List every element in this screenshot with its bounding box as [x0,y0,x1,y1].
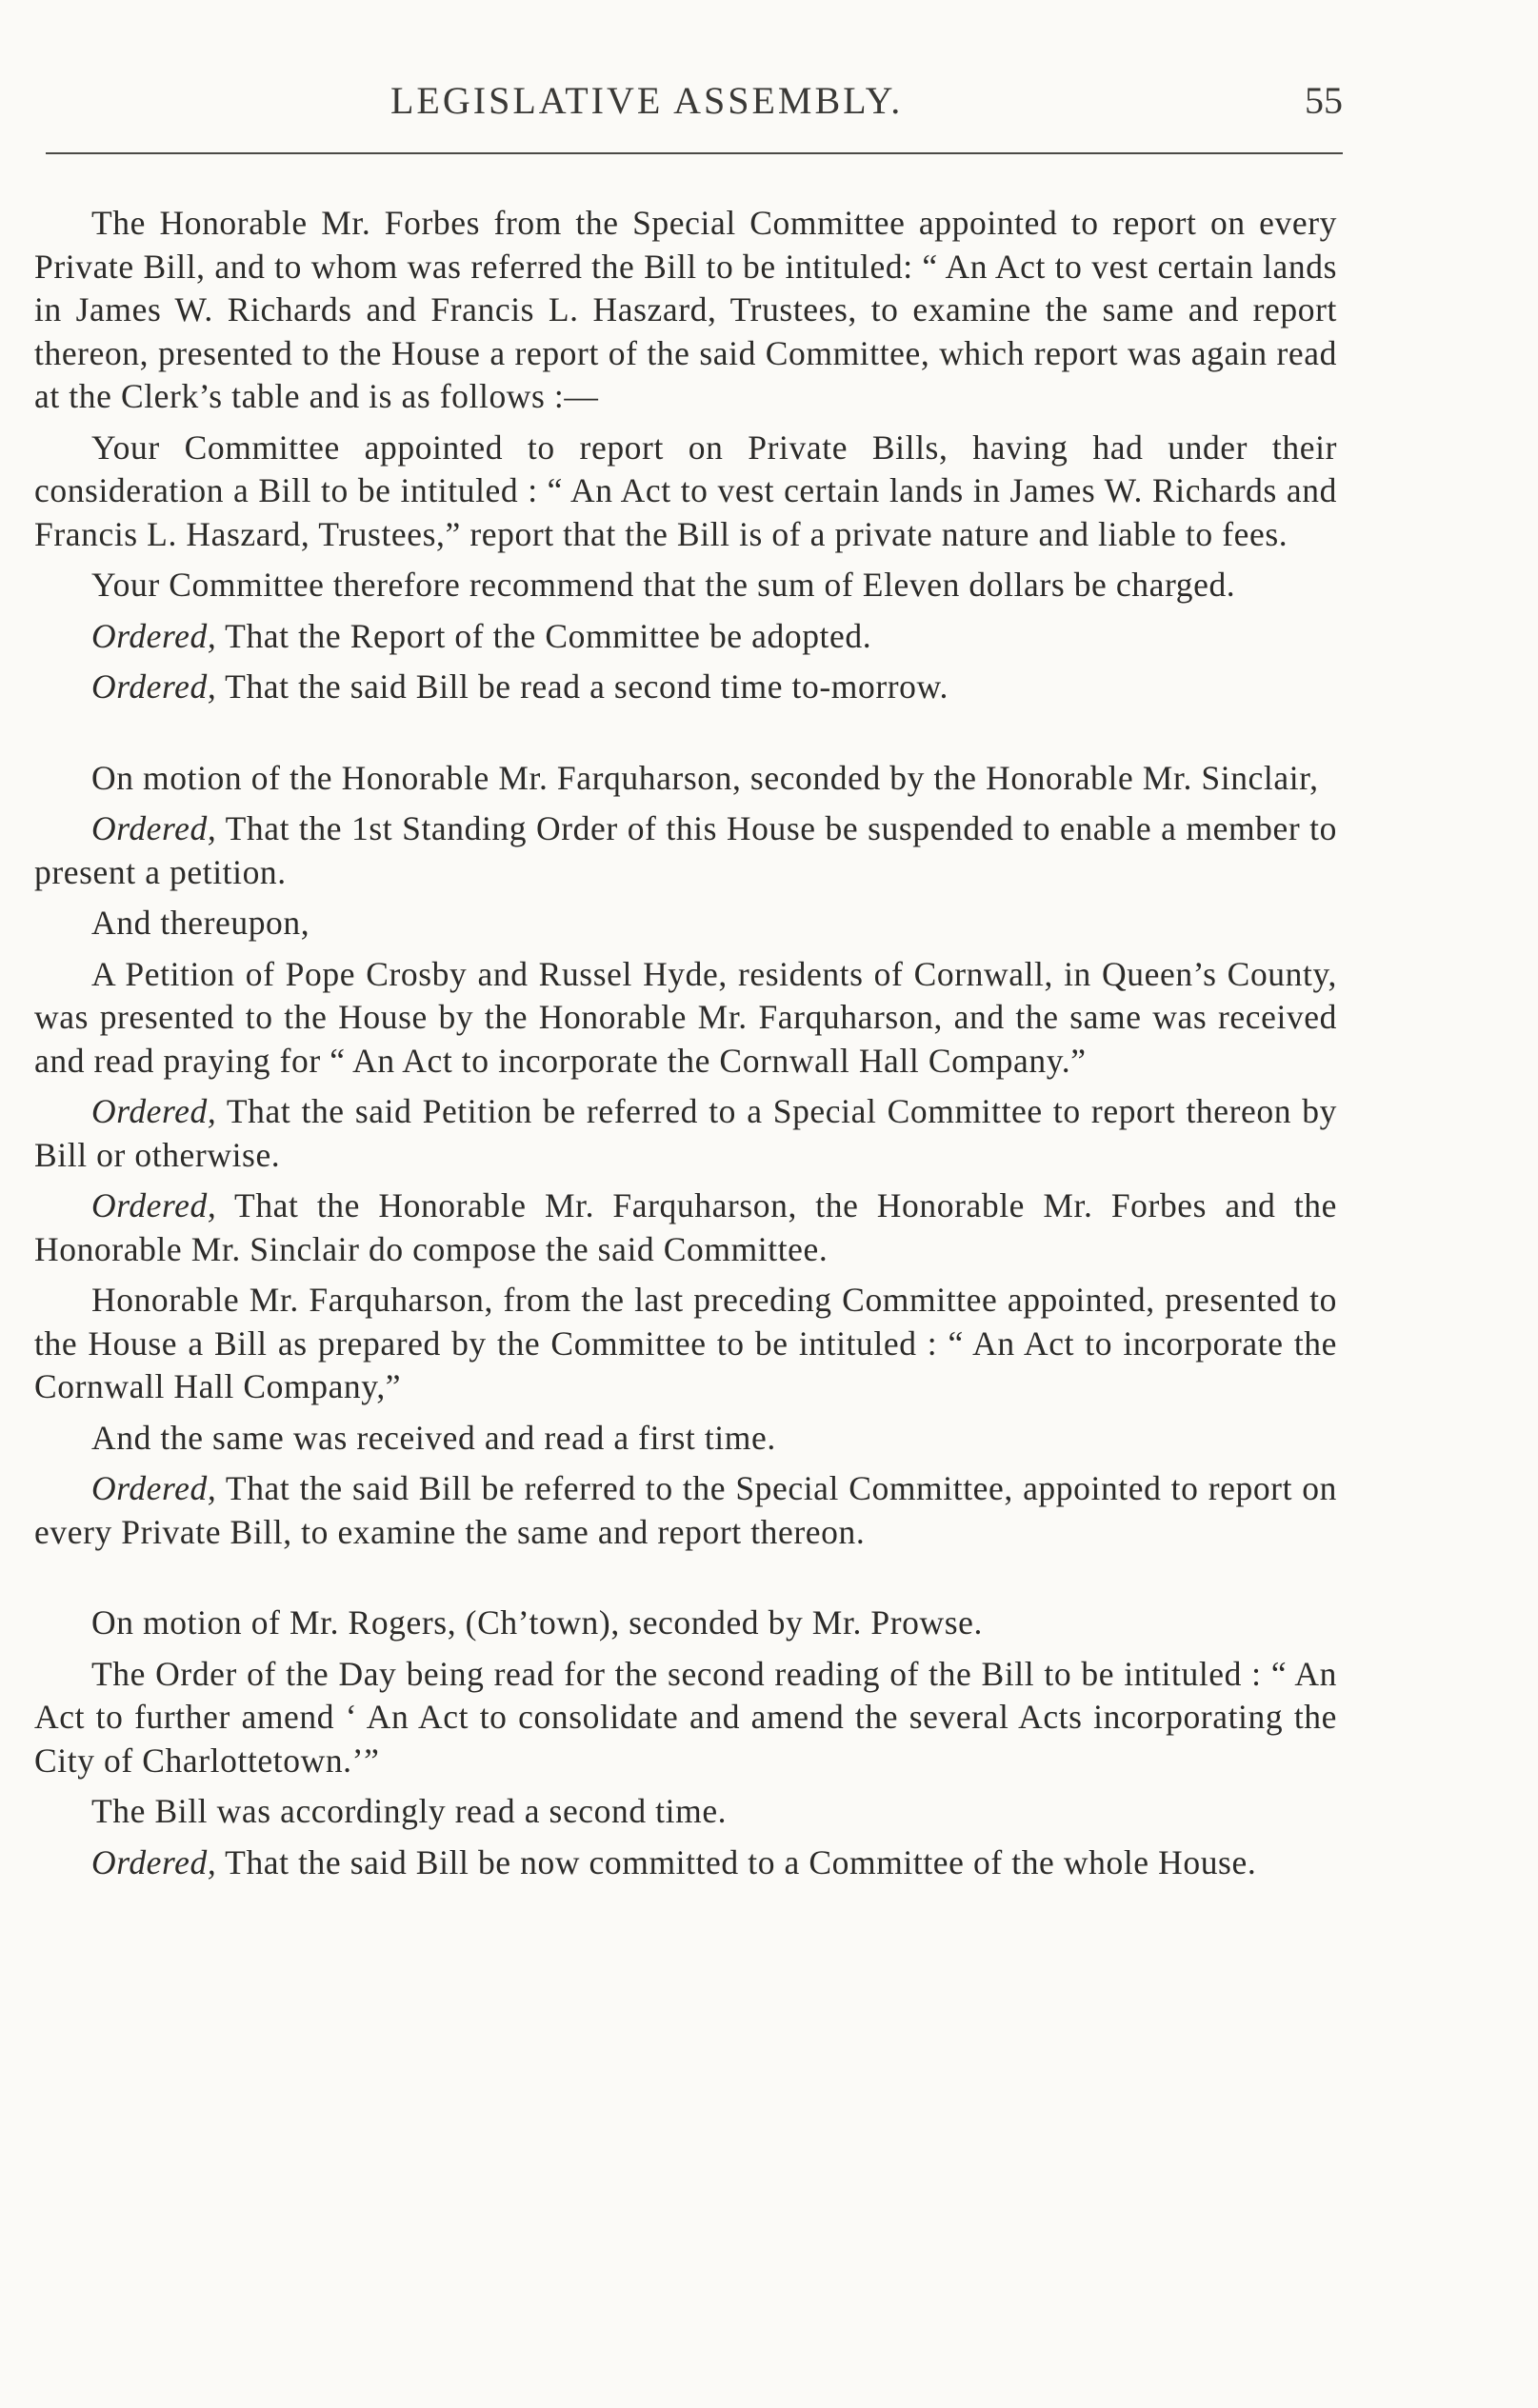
document-body [34,202,1337,1892]
paragraph-text: That the Honorable Mr. Farquharson, the Honorable Mr. Forbes and the Honorable Mr. Sinclair do compose the said Committee. [34,1186,1337,1268]
paragraph [34,1790,1337,1834]
paragraph-lead: Ordered, [91,667,217,706]
paragraph [34,1090,1337,1177]
paragraph-text: Honorable Mr. Farquharson, from the last preceding Committee appointed, presented to the House a Bill as prepared by the Committee to be intituled : “ An Act to incorporate the Cornwall Hall Company,” [34,1281,1337,1405]
paragraph [34,757,1337,801]
paragraph [34,666,1337,709]
paragraph [34,564,1337,607]
paragraph-lead: Ordered, [91,1186,217,1224]
header-rule [46,152,1343,154]
paragraph [34,1279,1337,1409]
paragraph-text: The Honorable Mr. Forbes from the Special Committee appointed to report on every Private Bill, and to whom was referred the Bill to be intituled: “ An Act to vest certain lands in James W. Richards and Francis L. Haszard, Trustees, to examine the same and report thereon, presented to the House a report of the said Committee, which report was again read at the Clerk’s table and is as follows :— [34,204,1337,415]
paragraph [34,202,1337,419]
paragraph-lead: Ordered, [91,809,217,847]
paragraph-text: That the said Bill be now committed to a Committee of the whole House. [216,1842,1257,1881]
paragraph [34,1417,1337,1461]
paragraph-text: That the Report of the Committee be adopted. [216,616,872,655]
paragraph-text: The Order of the Day being read for the second reading of the Bill to be intituled : “ An Act to further amend ‘ An Act to consolidate and amend the several Acts incorporating the City of Charlottetown.’” [34,1654,1337,1780]
paragraph-text: That the said Bill be referred to the Special Committee, appointed to report on every Private Bill, to examine the same and report thereon. [34,1469,1337,1551]
page-number: 55 [1305,79,1343,122]
paragraph [34,807,1337,894]
paragraph-text: On motion of Mr. Rogers, (Ch’town), seconded by Mr. Prowse. [91,1603,983,1642]
paragraph [34,1467,1337,1554]
paragraph [34,1841,1337,1885]
paragraph [34,1602,1337,1645]
paragraph-text: Your Committee appointed to report on Private Bills, having had under their consideration a Bill to be intituled : “ An Act to vest certain lands in James W. Richards and Francis L. Haszard, Trustees,” report that the Bill is of a private nature and liable to fees. [34,428,1337,553]
paragraph-lead: Ordered, [91,1469,217,1507]
paragraph-text: On motion of the Honorable Mr. Farquharson, seconded by the Honorable Mr. Sinclair, [91,758,1319,797]
paragraph [34,902,1337,945]
paragraph-lead: Ordered, [91,1842,217,1881]
paragraph-lead: Ordered, [91,1092,217,1130]
paragraph-text: Your Committee therefore recommend that the sum of Eleven dollars be charged. [91,566,1236,604]
running-head [38,78,1343,135]
paragraph [34,953,1337,1084]
paragraph-text: The Bill was accordingly read a second time. [91,1792,728,1830]
paragraph-text: A Petition of Pope Crosby and Russel Hyde, residents of Cornwall, in Queen’s County, was presented to the House by the Honorable Mr. Farquharson, and the same was received and read praying for “ An Act to incorporate the Cornwall Hall Company.” [34,954,1337,1080]
paragraph-text: That the said Petition be referred to a Special Committee to report thereon by Bill or otherwise. [34,1092,1337,1174]
paragraph-text: And thereupon, [91,904,310,942]
page-title: LEGISLATIVE ASSEMBLY. [390,79,904,122]
paragraph [34,1184,1337,1271]
paragraph-text: And the same was received and read a first time. [91,1418,776,1457]
paragraph [34,615,1337,659]
paragraph-text: That the said Bill be read a second time to-morrow. [216,667,949,706]
paragraph-lead: Ordered, [91,616,217,655]
paragraph [34,1653,1337,1783]
paragraph [34,427,1337,557]
paragraph-text: That the 1st Standing Order of this House be suspended to enable a member to present a petition. [34,809,1337,891]
